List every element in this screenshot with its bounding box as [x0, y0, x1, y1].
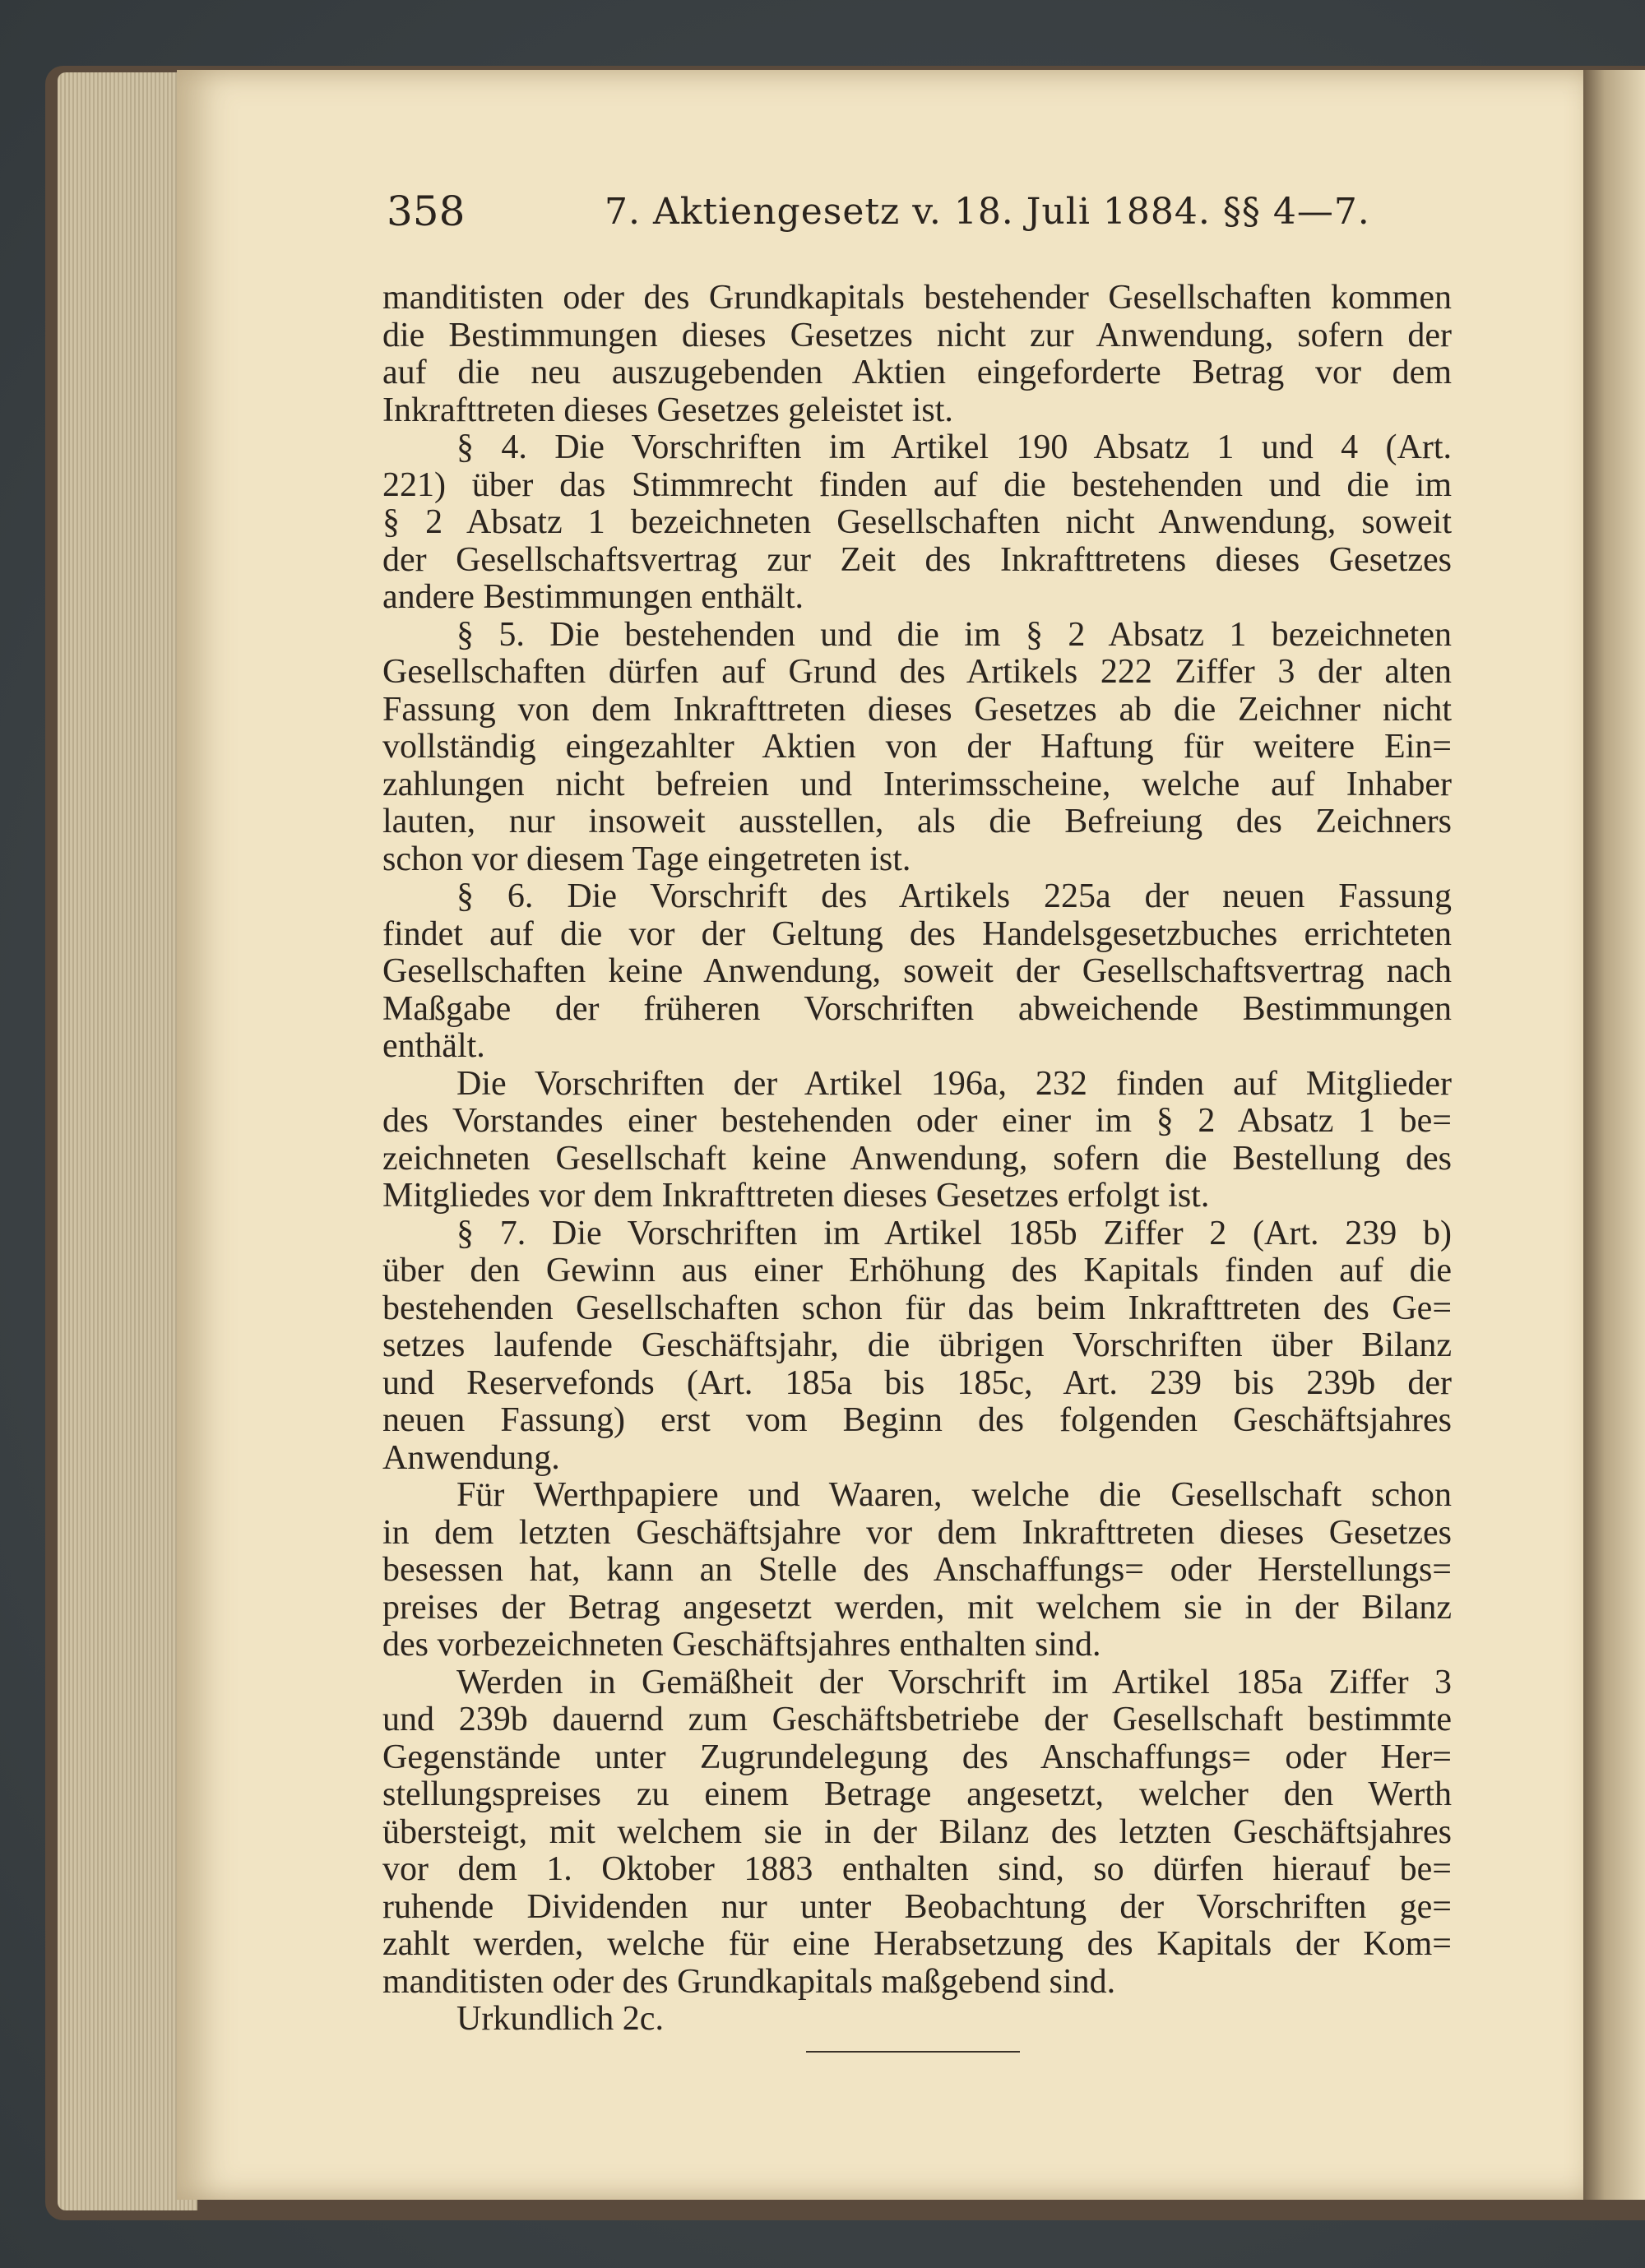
text-line: Inkrafttreten dieses Gesetzes geleistet ist.: [382, 391, 953, 429]
text-line: und Reservefonds (Art. 185a bis 185c, Art. 239 bis 239b der: [382, 1364, 1452, 1402]
text-line: Die Vorschriften der Artikel 196a, 232 finden auf Mitglieder: [456, 1065, 1452, 1103]
text-line: setzes laufende Geschäftsjahr, die übrigen Vorschriften über Bilanz: [382, 1327, 1452, 1364]
text-line: vollständig eingezahlter Aktien von der Haftung für weitere Ein=: [382, 729, 1452, 766]
page-number: 358: [387, 187, 466, 235]
text-line: der Gesellschaftsvertrag zur Zeit des Inkrafttretens dieses Gesetzes: [382, 541, 1452, 579]
text-line: stellungspreises zu einem Betrage angesetzt, welcher den Werth: [382, 1776, 1452, 1813]
text-line: enthält.: [382, 1028, 485, 1065]
text-line: die Bestimmungen dieses Gesetzes nicht zur Anwendung, sofern der: [382, 317, 1452, 354]
text-line: § 2 Absatz 1 bezeichneten Gesellschaften nicht Anwendung, soweit: [382, 504, 1452, 541]
text-line: des vorbezeichneten Geschäftsjahres enthalten sind.: [382, 1627, 1101, 1664]
text-line: Maßgabe der früheren Vorschriften abweichende Bestimmungen: [382, 990, 1452, 1028]
text-line: in dem letzten Geschäftsjahre vor dem Inkrafttreten dieses Gesetzes: [382, 1514, 1452, 1552]
text-line: schon vor diesem Tage eingetreten ist.: [382, 840, 911, 878]
text-line: des Vorstandes einer bestehenden oder einer im § 2 Absatz 1 be=: [382, 1103, 1452, 1140]
text-line: zahlt werden, welche für eine Herabsetzung des Kapitals der Kom=: [382, 1926, 1452, 1963]
text-line: über den Gewinn aus einer Erhöhung des Kapitals finden auf die: [382, 1252, 1452, 1289]
text-line: Gegenstände unter Zugrundelegung des Anschaffungs= oder Her=: [382, 1738, 1452, 1776]
text-line: Urkundlich 2c.: [456, 2001, 664, 2038]
header-title: 7. Aktiengesetz v. 18. Juli 1884. §§ 4—7.: [605, 191, 1370, 233]
text-line: besessen hat, kann an Stelle des Anschaffungs= oder Herstellungs=: [382, 1552, 1452, 1589]
text-line: vor dem 1. Oktober 1883 enthalten sind, so dürfen hierauf be=: [382, 1851, 1452, 1888]
text-line: manditisten oder des Grundkapitals maßgebend sind.: [382, 1963, 1116, 2001]
text-line: preises der Betrag angesetzt werden, mit welchem sie in der Bilanz: [382, 1589, 1452, 1627]
text-line: manditisten oder des Grundkapitals bestehender Gesellschaften kommen: [382, 280, 1452, 317]
text-line: § 6. Die Vorschrift des Artikels 225a der neuen Fassung: [456, 878, 1452, 915]
text-line: Fassung von dem Inkrafttreten dieses Gesetzes ab die Zeichner nicht: [382, 691, 1452, 729]
text-line: § 4. Die Vorschriften im Artikel 190 Absatz 1 und 4 (Art.: [456, 429, 1452, 466]
text-line: lauten, nur insoweit ausstellen, als die Befreiung des Zeichners: [382, 803, 1452, 840]
text-line: Gesellschaften keine Anwendung, soweit der Gesellschaftsvertrag nach: [382, 953, 1452, 990]
text-line: zahlungen nicht befreien und Interimsscheine, welche auf Inhaber: [382, 766, 1452, 803]
running-head: [387, 187, 1456, 237]
text-line: bestehenden Gesellschaften schon für das beim Inkrafttreten des Ge=: [382, 1289, 1452, 1327]
body-text: [382, 280, 1452, 2039]
end-rule: [806, 2051, 1020, 2053]
text-line: Mitgliedes vor dem Inkrafttreten dieses Gesetzes erfolgt ist.: [382, 1178, 1210, 1215]
text-line: § 5. Die bestehenden und die im § 2 Absatz 1 bezeichneten: [456, 616, 1452, 654]
book-gutter: [1583, 70, 1645, 2200]
text-line: Anwendung.: [382, 1439, 560, 1477]
text-line: neuen Fassung) erst vom Beginn des folgenden Geschäftsjahres: [382, 1402, 1452, 1439]
text-line: Gesellschaften dürfen auf Grund des Artikels 222 Ziffer 3 der alten: [382, 654, 1452, 691]
text-line: findet auf die vor der Geltung des Handelsgesetzbuches errichteten: [382, 915, 1452, 953]
text-line: § 7. Die Vorschriften im Artikel 185b Ziffer 2 (Art. 239 b): [456, 1215, 1452, 1252]
text-line: übersteigt, mit welchem sie in der Bilanz des letzten Geschäftsjahres: [382, 1813, 1452, 1851]
text-line: und 239b dauernd zum Geschäftsbetriebe der Gesellschaft bestimmte: [382, 1701, 1452, 1738]
text-line: 221) über das Stimmrecht finden auf die bestehenden und die im: [382, 466, 1452, 504]
text-line: ruhende Dividenden nur unter Beobachtung der Vorschriften ge=: [382, 1888, 1452, 1926]
text-line: Für Werthpapiere und Waaren, welche die Gesellschaft schon: [456, 1477, 1452, 1514]
text-line: andere Bestimmungen enthält.: [382, 579, 804, 616]
text-line: auf die neu auszugebenden Aktien eingeforderte Betrag vor dem: [382, 354, 1452, 391]
text-line: Werden in Gemäßheit der Vorschrift im Artikel 185a Ziffer 3: [456, 1664, 1452, 1701]
text-line: zeichneten Gesellschaft keine Anwendung, sofern die Bestellung des: [382, 1140, 1452, 1178]
